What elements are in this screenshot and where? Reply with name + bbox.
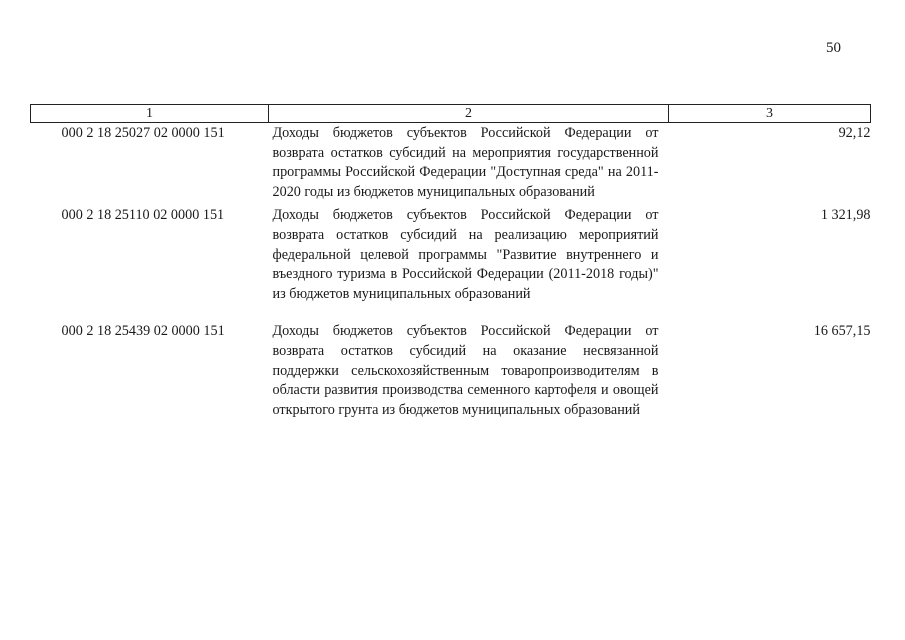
column-header-3: 3 [669, 105, 871, 123]
table-row [31, 123, 871, 207]
revenue-amount: 1 321,98 [820, 207, 871, 224]
column-number-header [31, 105, 871, 123]
revenue-table [30, 104, 871, 420]
budget-code: 000 2 18 25439 02 0000 151 [61, 323, 225, 340]
budget-code: 000 2 18 25110 02 0000 151 [61, 207, 225, 224]
page-number: 50 [826, 40, 841, 56]
revenue-description: Доходы бюджетов субъектов Российской Федерации от возврата остатков субсидий на мероприятия государственной программы Российской Федерации "Доступная среда" на 2011-2020 годы из бюджетов муниципальных образований [272, 125, 659, 200]
revenue-amount: 92,12 [838, 125, 871, 141]
revenue-amount: 16 657,15 [813, 323, 871, 340]
table-row [31, 206, 871, 322]
column-header-1: 1 [31, 105, 269, 123]
budget-code: 000 2 18 25027 02 0000 151 [61, 125, 225, 141]
revenue-description: Доходы бюджетов субъектов Российской Федерации от возврата остатков субсидий на реализацию мероприятий федеральной целевой программы "Развитие внутреннего и въездного туризма в Российской Федерации (2011-2018 годы)" из бюджетов муниципальных образований [272, 207, 659, 302]
revenue-description: Доходы бюджетов субъектов Российской Федерации от возврата остатков субсидий на оказание несвязанной поддержки сельскохозяйственным товаропроизводителям в области развития производства семенного картофеля и овощей открытого грунта из бюджетов муниципальных образований [272, 323, 659, 418]
table-row [31, 322, 871, 420]
column-header-2: 2 [269, 105, 669, 123]
